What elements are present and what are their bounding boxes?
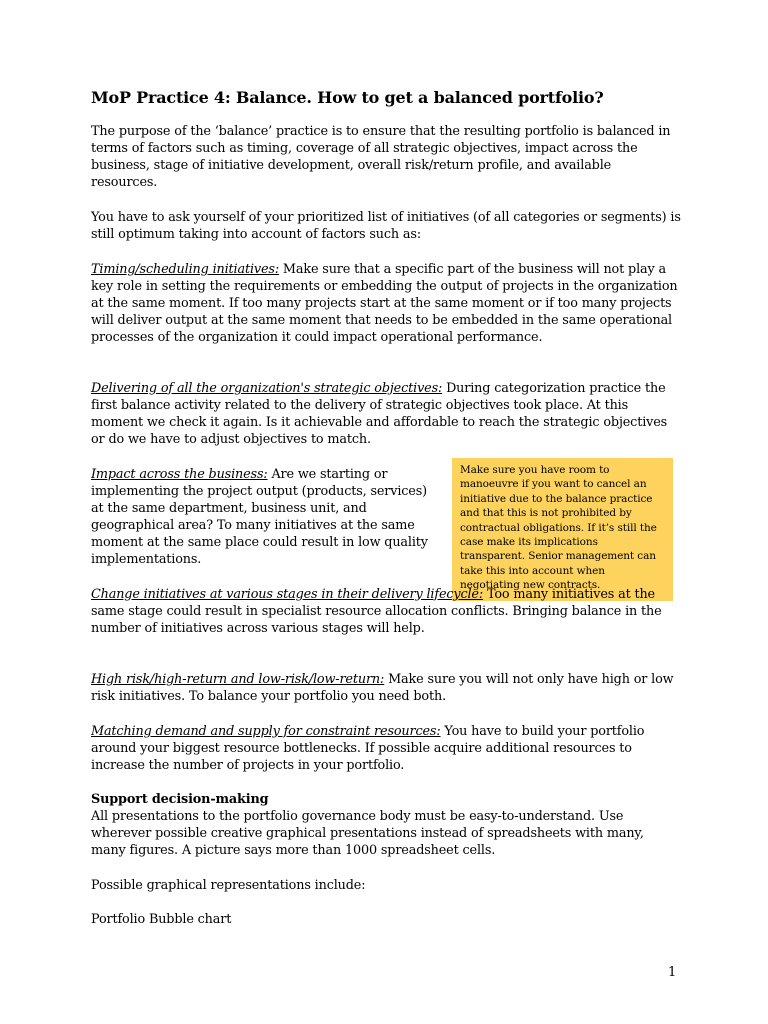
factor-timing (91, 261, 681, 346)
factor-impact-lead: Impact across the business: (91, 467, 268, 482)
bubble-chart-label: Portfolio Bubble chart (91, 912, 232, 927)
factor-timing-text: Make sure that a specific part of the business will not play a key role in setting the requirements or embedding the output of projects in the organization at the same moment. If too many projects start at the same moment or if too many projects will deliver output at the same moment that needs to be embedded in the same operational processes of the organization it could impact operational performance. (91, 262, 678, 346)
factor-strategic-text: During categorization practice the first balance activity related to the delivery of strategic objectives took place. At this moment we check it again. Is it achievable and affordable to reach the strategic objectives or do we have to adjust objectives to match. (91, 381, 668, 448)
factor-strategic-lead: Delivering of all the organization's strategic objectives: (91, 381, 443, 396)
factor-timing-lead: Timing/scheduling initiatives: (91, 262, 279, 277)
page-number: 1 (668, 965, 677, 980)
page-title: MoP Practice 4: Balance. How to get a balanced portfolio? (91, 88, 604, 107)
factor-resources-text: You have to build your portfolio around your biggest resource bottlenecks. If possible acquire additional resources to increase the number of projects in your portfolio. (91, 724, 645, 774)
factor-resources (91, 723, 681, 774)
factor-resources-lead: Matching demand and supply for constraint resources: (91, 724, 441, 739)
factor-risk (91, 671, 681, 705)
factor-impact-text: Are we starting or implementing the project output (products, services) at the same department, business unit, and geographical area? To many initiatives at the same moment at the same place could result in low quality implementations. (91, 467, 428, 568)
support-heading: Support decision-making (91, 792, 269, 807)
support-text: All presentations to the portfolio governance body must be easy-to-understand. Use wherever possible creative graphical presentations instead of spreadsheets with many, many figures. A picture says more than 1000 spreadsheet cells. (91, 809, 644, 859)
factor-stages-text: Too many initiatives at the same stage could result in specialist resource allocation conflicts. Bringing balance in the number of initiatives across various stages will help. (91, 587, 662, 637)
support-section (91, 791, 681, 859)
factor-risk-text: Make sure you will not only have high or low risk initiatives. To balance your portfolio you need both. (91, 672, 674, 705)
ask-paragraph: You have to ask yourself of your prioritized list of initiatives (of all categories or segments) is still optimum taking into account of factors such as: (91, 210, 681, 243)
intro-paragraph: The purpose of the ‘balance’ practice is to ensure that the resulting portfolio is balanced in terms of factors such as timing, coverage of all strategic objectives, impact across the business, stage of initiative development, overall risk/return profile, and available resources. (91, 124, 671, 191)
factor-stages (91, 586, 681, 637)
factor-risk-lead: High risk/high-return and low-risk/low-return: (91, 672, 385, 687)
note-callout: Make sure you have room to manoeuvre if you want to cancel an initiative due to the balance practice and that this is not prohibited by contractual obligations. If it’s still the case make its implications transparent. Senior management can take this into account when negotiating new contracts. (452, 458, 673, 601)
possible-representations: Possible graphical representations include: (91, 878, 366, 893)
factor-strategic (91, 380, 681, 448)
factor-impact (91, 466, 441, 569)
factor-stages-lead: Change initiatives at various stages in their delivery lifecycle: (91, 587, 484, 602)
